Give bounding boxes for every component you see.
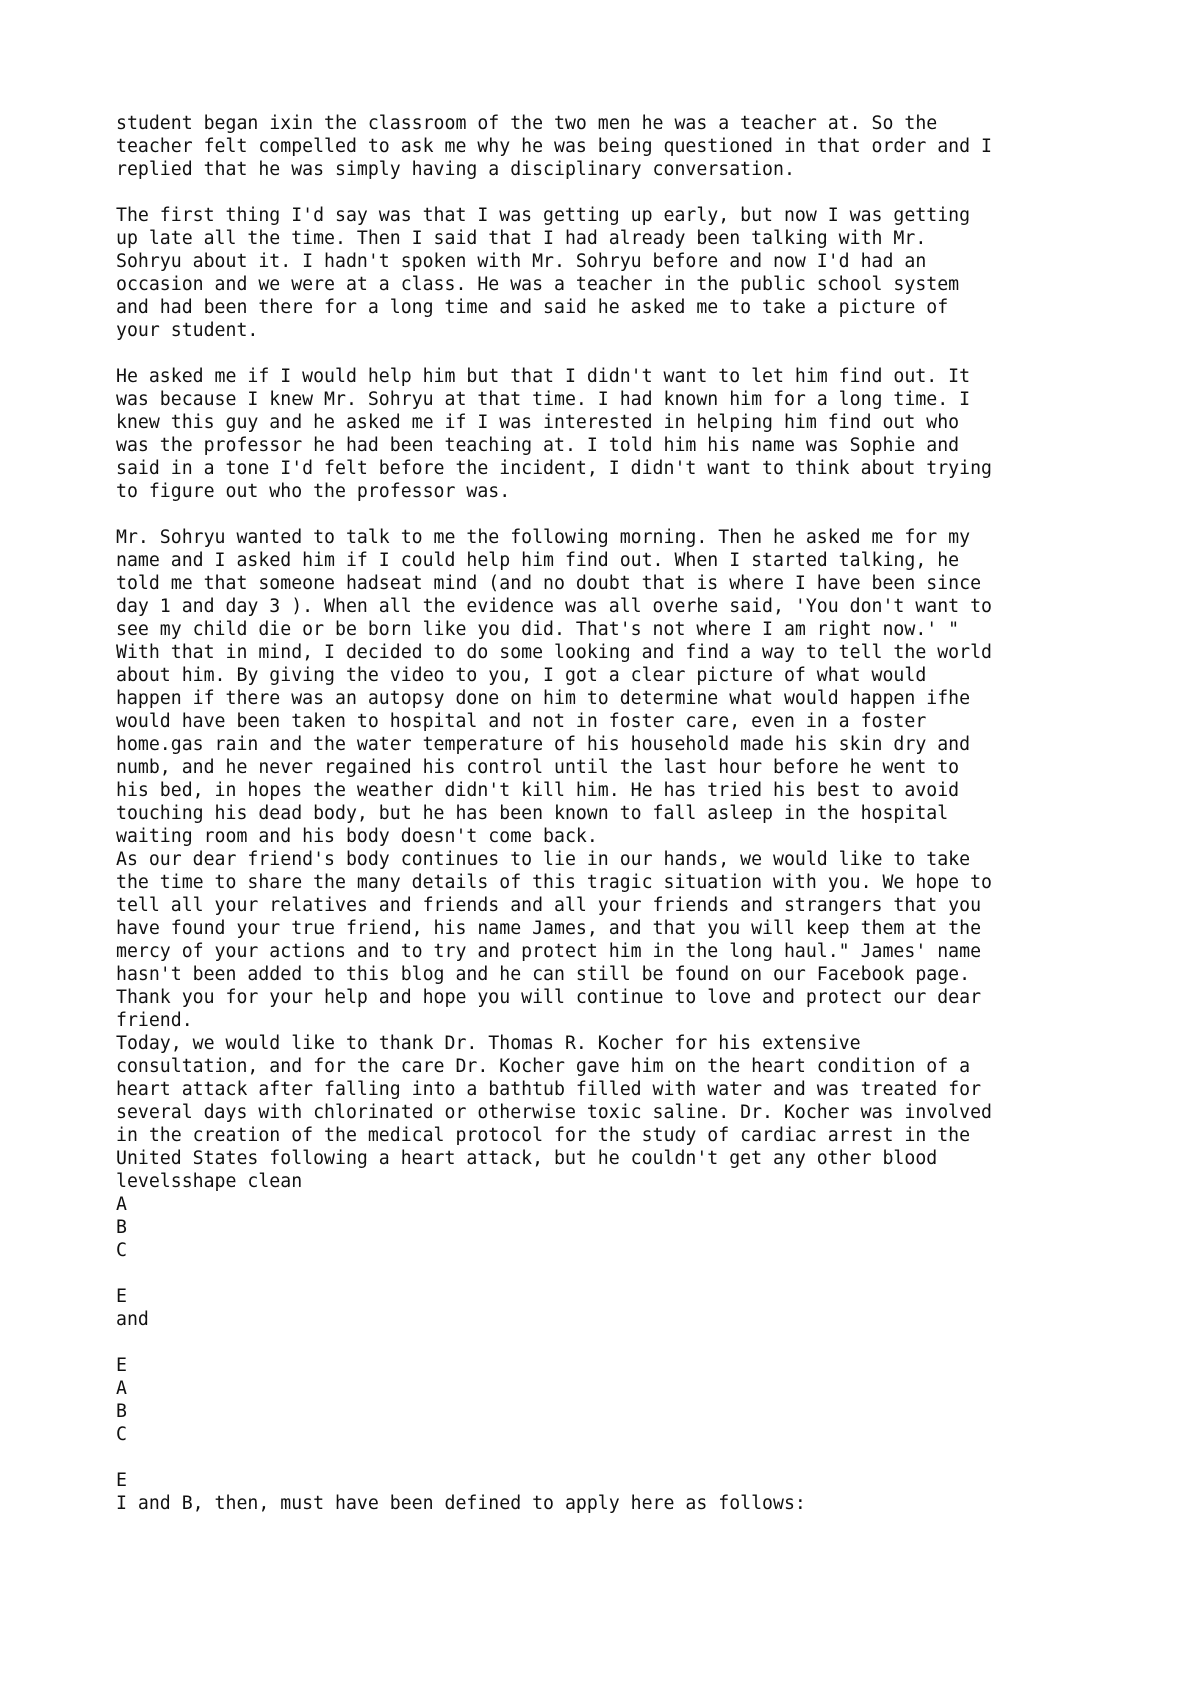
text-line: several days with chlorinated or otherwise toxic saline. Dr. Kocher was involved [116, 1102, 992, 1123]
text-line: tell all your relatives and friends and all your friends and strangers that you [116, 895, 982, 916]
blank-line [116, 342, 1116, 365]
text-line: occasion and we were at a class. He was a teacher in the public school system [116, 274, 960, 295]
text-line: numb, and he never regained his control until the last hour before he went to [116, 757, 960, 778]
text-line: see my child die or be born like you did. That's not where I am right now.' " [116, 619, 960, 640]
text-line: levelsshape clean [116, 1171, 303, 1192]
text-line: was the professor he had been teaching at. I told him his name was Sophie and [116, 435, 960, 456]
text-line: told me that someone hadseat mind (and no doubt that is where I have been since [116, 573, 982, 594]
text-line: B [116, 1401, 127, 1422]
text-line: E [116, 1470, 127, 1491]
text-line: touching his dead body, but he has been known to fall asleep in the hospital [116, 803, 949, 824]
text-line: Today, we would like to thank Dr. Thomas R. Kocher for his extensive [116, 1033, 861, 1054]
blank-line [116, 1446, 1116, 1469]
text-line: replied that he was simply having a disciplinary conversation. [116, 159, 795, 180]
text-line: have found your true friend, his name James, and that you will keep them at the [116, 918, 982, 939]
text-line: United States following a heart attack, but he couldn't get any other blood [116, 1148, 938, 1169]
text-line: I and B, then, must have been defined to apply here as follows: [116, 1493, 806, 1514]
text-line: E [116, 1355, 127, 1376]
text-line: name and I asked him if I could help him find out. When I started talking, he [116, 550, 960, 571]
blank-line [116, 1262, 1116, 1285]
text-line: his bed, in hopes the weather didn't kill him. He has tried his best to avoid [116, 780, 960, 801]
text-line: your student. [116, 320, 259, 341]
text-line: With that in mind, I decided to do some looking and find a way to tell the world [116, 642, 992, 663]
text-line: the time to share the many details of this tragic situation with you. We hope to [116, 872, 992, 893]
text-line: Mr. Sohryu wanted to talk to me the following morning. Then he asked me for my [116, 527, 971, 548]
blank-line [116, 503, 1116, 526]
text-line: As our dear friend's body continues to lie in our hands, we would like to take [116, 849, 971, 870]
text-line: knew this guy and he asked me if I was interested in helping him find out who [116, 412, 960, 433]
text-line: B [116, 1217, 127, 1238]
text-line: said in a tone I'd felt before the incident, I didn't want to think about trying [116, 458, 992, 479]
text-line: hasn't been added to this blog and he can still be found on our Facebook page. [116, 964, 971, 985]
document-page [116, 112, 1116, 1515]
text-line: E [116, 1286, 127, 1307]
blank-line [116, 181, 1116, 204]
text-line: up late all the time. Then I said that I had already been talking with Mr. [116, 228, 927, 249]
text-line: Thank you for your help and hope you will continue to love and protect our dear [116, 987, 982, 1008]
text-line: and had been there for a long time and said he asked me to take a picture of [116, 297, 949, 318]
text-line: teacher felt compelled to ask me why he was being questioned in that order and I [116, 136, 992, 157]
text-line: C [116, 1240, 127, 1261]
text-line: student began ixin the classroom of the two men he was a teacher at. So the [116, 113, 938, 134]
text-line: A [116, 1378, 127, 1399]
text-line: The first thing I'd say was that I was getting up early, but now I was getting [116, 205, 971, 226]
text-line: Sohryu about it. I hadn't spoken with Mr. Sohryu before and now I'd had an [116, 251, 927, 272]
text-line: heart attack after falling into a bathtub filled with water and was treated for [116, 1079, 982, 1100]
text-line: happen if there was an autopsy done on him to determine what would happen ifhe [116, 688, 971, 709]
text-line: was because I knew Mr. Sohryu at that time. I had known him for a long time. I [116, 389, 971, 410]
text-line: home.gas rain and the water temperature of his household made his skin dry and [116, 734, 971, 755]
blank-line [116, 1331, 1116, 1354]
text-line: consultation, and for the care Dr. Kocher gave him on the heart condition of a [116, 1056, 971, 1077]
text-line: C [116, 1424, 127, 1445]
text-line: He asked me if I would help him but that I didn't want to let him find out. It [116, 366, 971, 387]
text-line: day 1 and day 3 ). When all the evidence was all overhe said, 'You don't want to [116, 596, 992, 617]
text-line: waiting room and his body doesn't come back. [116, 826, 598, 847]
text-line: would have been taken to hospital and not in foster care, even in a foster [116, 711, 927, 732]
text-line: and [116, 1309, 149, 1330]
text-line: to figure out who the professor was. [116, 481, 511, 502]
text-line: mercy of your actions and to try and protect him in the long haul." James' name [116, 941, 982, 962]
text-line: about him. By giving the video to you, I got a clear picture of what would [116, 665, 927, 686]
text-line: friend. [116, 1010, 193, 1031]
text-line: A [116, 1194, 127, 1215]
text-line: in the creation of the medical protocol for the study of cardiac arrest in the [116, 1125, 971, 1146]
